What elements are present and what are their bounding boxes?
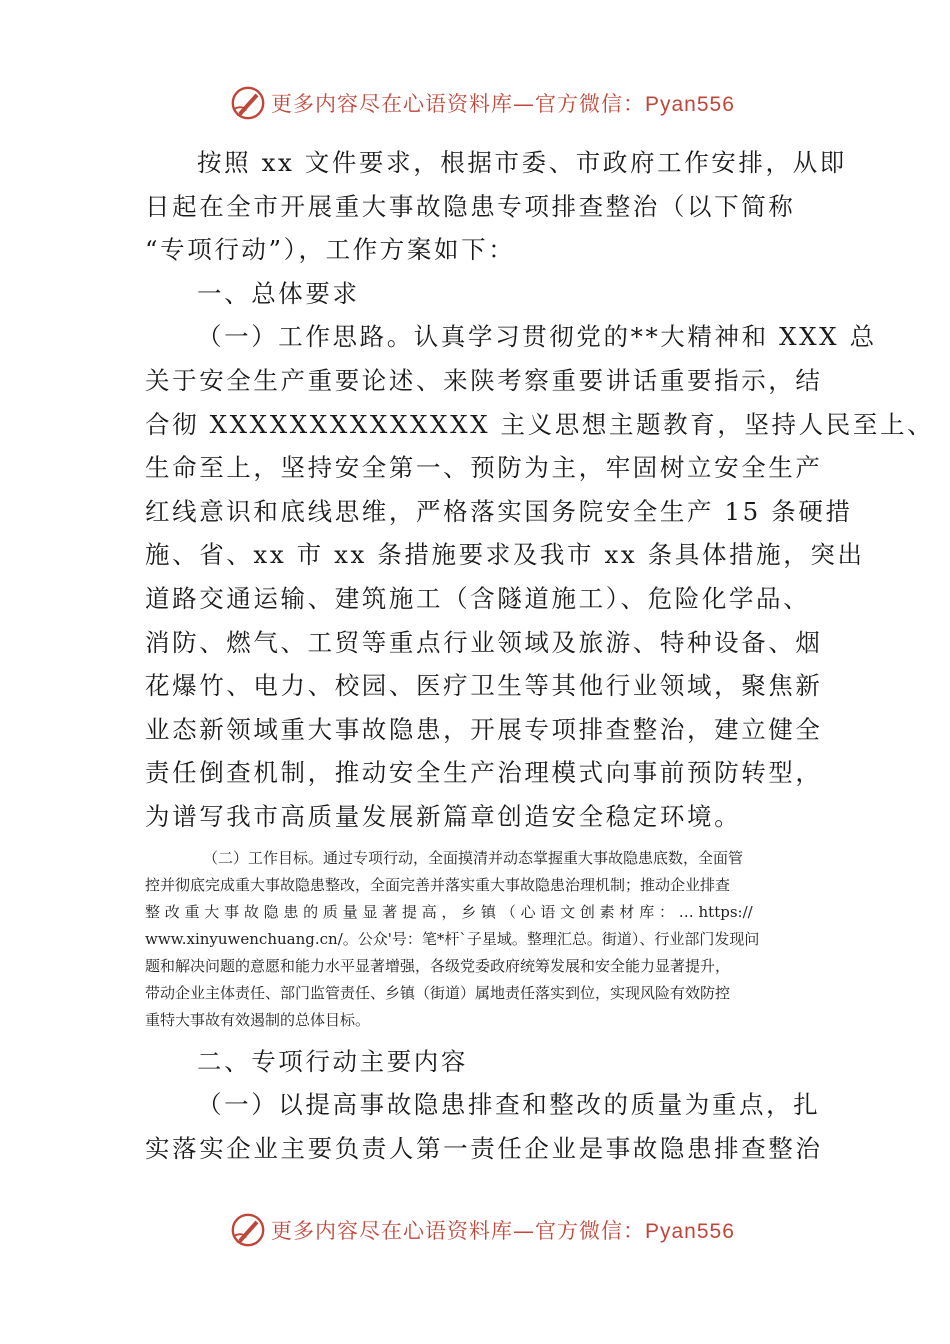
footer-banner-text: 更多内容尽在心语资料库—官方微信：Pyan556 <box>271 1219 735 1243</box>
text-line: 消防、燃气、工贸等重点行业领域及旅游、特种设备、烟 <box>145 627 823 657</box>
text-line: 为谱写我市高质量发展新篇章创造安全稳定环境。 <box>145 801 742 831</box>
section2-paragraph <box>145 1083 823 1170</box>
text-line: （一）工作思路。认真学习贯彻党的**大精神和 XXX 总 <box>197 322 877 352</box>
text-line: 日起在全市开展重大事故隐患专项排查整治（以下简称 <box>145 191 796 221</box>
section-heading-1: 一、总体要求 <box>197 278 360 308</box>
work-goals-paragraph <box>145 845 807 1034</box>
text-line: 实落实企业主要负责人第一责任企业是事故隐患排查整治 <box>145 1133 823 1163</box>
header-banner-text: 更多内容尽在心语资料库—官方微信：Pyan556 <box>271 92 735 116</box>
text-line: www.xinyuwenchuang.cn/。公众'号：笔*杆`子星域。整理汇总。街道）、行业部门发现问 <box>145 929 760 948</box>
text-line: （二）工作目标。通过专项行动，全面摸清并动态掌握重大事故隐患底数，全面管 <box>203 848 744 867</box>
text-line: 业态新领域重大事故隐患，开展专项排查整治，建立健全 <box>145 714 823 744</box>
document-body <box>145 141 935 1170</box>
intro-paragraph <box>145 141 847 272</box>
text-line: 生命至上，坚持安全第一、预防为主，牢固树立安全生产 <box>145 453 823 483</box>
header-wechat-id: Pyan556 <box>645 93 735 116</box>
text-line: 控并彻底完成重大事故隐患整改，全面完善并落实重大事故隐患治理机制；推动企业排查 <box>145 875 731 894</box>
pen-logo-icon <box>229 1211 267 1249</box>
text-line: 责任倒查机制，推动安全生产治理模式向事前预防转型， <box>145 758 823 788</box>
footer-banner <box>0 1208 950 1252</box>
text-line: 道路交通运输、建筑施工（含隧道施工）、危险化学品、 <box>145 583 811 613</box>
text-line: （一）以提高事故隐患排查和整改的质量为重点，扎 <box>197 1090 821 1120</box>
text-line: 重特大事故有效遏制的总体目标。 <box>145 1010 371 1029</box>
text-line: 按照 xx 文件要求，根据市委、市政府工作安排，从即 <box>197 148 847 177</box>
text-line: 题和解决问题的意愿和能力水平显著增强，各级党委政府统筹发展和安全能力显著提升， <box>145 956 731 975</box>
section-heading-2: 二、专项行动主要内容 <box>197 1046 468 1076</box>
text-line: 施、省、xx 市 xx 条措施要求及我市 xx 条具体措施，突出 <box>145 540 865 570</box>
text-line: “专项行动”），工作方案如下： <box>145 235 516 265</box>
text-line: 花爆竹、电力、校园、医疗卫生等其他行业领域，聚焦新 <box>145 671 823 701</box>
text-line: 合彻 XXXXXXXXXXXXXX 主义思想主题教育，坚持人民至上、 <box>145 409 935 439</box>
text-line: 关于安全生产重要论述、来陕考察重要讲话重要指示，结 <box>145 365 823 395</box>
work-approach-paragraph <box>145 315 935 838</box>
header-banner <box>0 81 950 125</box>
text-line: 红线意识和底线思维，严格落实国务院安全生产 15 条硬措 <box>145 496 853 526</box>
text-line: 带动企业主体责任、部门监管责任、乡镇（街道）属地责任落实到位，实现风险有效防控 <box>145 983 731 1002</box>
footer-wechat-id: Pyan556 <box>645 1220 735 1243</box>
text-line: 整 改 重 大 事 故 隐 患 的 质 量 显 著 提 高 ， 乡 镇 （ 心 语 文 创 素 材 库 ： … https:// <box>145 902 753 921</box>
pen-logo-icon <box>229 84 267 122</box>
